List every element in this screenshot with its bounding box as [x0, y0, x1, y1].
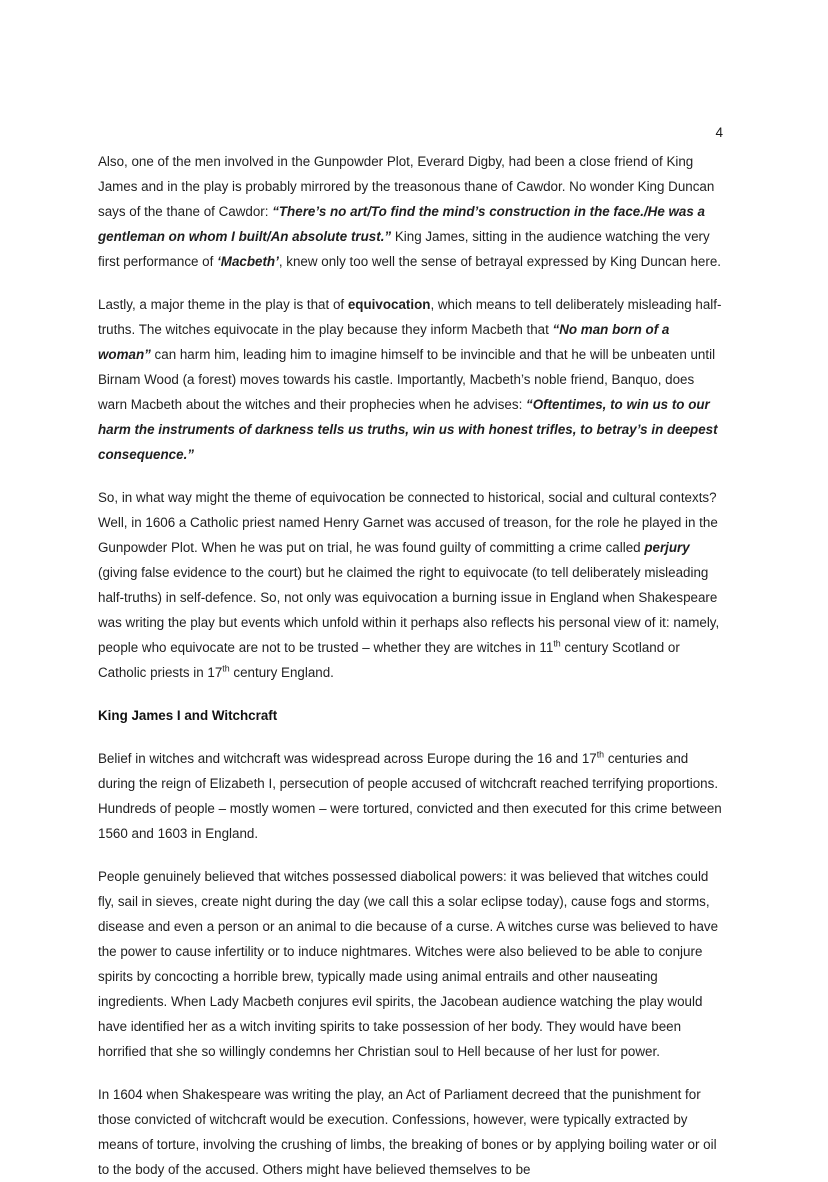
- paragraph-text: can harm him, leading him to imagine himself to be invincible and that he will be unbeaten until Birnam Wood (a forest) moves towards his castle. Importantly, Macbeth’s noble friend, Banquo, does warn Macbeth about the witches and their prophecies when he advises:: [98, 346, 716, 412]
- paragraph-equivocation-theme: [98, 292, 725, 467]
- paragraph-text: So, in what way might the theme of equivocation be connected to historical, social and cultural contexts? Well, in 1606 a Catholic priest named Henry Garnet was accused of treason, for the role he played in the Gunpowder Plot. When he was put on trial, he was found guilty of committing a crime called: [98, 489, 718, 555]
- term-perjury: perjury: [644, 539, 690, 555]
- paragraph-text: century Scotland or Catholic priests in 17: [98, 639, 680, 680]
- document-body: [98, 149, 725, 1182]
- section-heading-king-james-witchcraft: King James I and Witchcraft: [98, 707, 278, 723]
- paragraph-text: Lastly, a major theme in the play is that of: [98, 296, 348, 312]
- paragraph-text: People genuinely believed that witches possessed diabolical powers: it was believed that witches could fly, sail in sieves, create night during the day (we call this a solar eclipse today), cause fogs and storms, disease and even a person or an animal to die because of a curse. A witches curse was believed to have the power to cause infertility or to induce nightmares. Witches were also believed to be able to conjure spirits by concocting a horrible brew, typically made using animal entrails and other nauseating ingredients. When Lady Macbeth conjures evil spirits, the Jacobean audience watching the play would have identified her as a witch inviting spirits to take possession of her body. They would have been horrified that she so willingly condemns her Christian soul to Hell because of her lust for power.: [98, 868, 719, 1059]
- paragraph-text: (giving false evidence to the court) but he claimed the right to equivocate (to tell deliberately misleading half-truths) in self-defence. So, not only was equivocation a burning issue in England when Shakespeare was writing the play but events which unfold within it perhaps also reflects his personal view of it: namely, people who equivocate are not to be trusted – whether they are witches in 11: [98, 564, 720, 655]
- paragraph-henry-garnet-context: [98, 485, 725, 685]
- ordinal-suffix: th: [222, 663, 230, 674]
- quote-no-man-born-of-a-woman: “No man born of a woman”: [98, 321, 670, 362]
- page-number: 4: [715, 125, 723, 140]
- ordinal-suffix: th: [596, 749, 605, 760]
- term-equivocation: equivocation: [347, 296, 431, 312]
- paragraph-text: Belief in witches and witchcraft was widespread across Europe during the 16 and 17: [98, 750, 597, 766]
- paragraph-gunpowder-plot-digby: [98, 149, 725, 274]
- play-title-macbeth: ‘Macbeth’: [217, 253, 279, 269]
- paragraph-text: Also, one of the men involved in the Gunpowder Plot, Everard Digby, had been a close friend of King James and in the play is probably mirrored by the treasonous thane of Cawdor. No wonder King Duncan says of the thane of Cawdor:: [98, 153, 715, 219]
- paragraph-text: In 1604 when Shakespeare was writing the play, an Act of Parliament decreed that the punishment for those convicted of witchcraft would be execution. Confessions, however, were typically extracted by means of torture, involving the crushing of limbs, the breaking of bones or by applying boiling water or oil to the body of the accused. Others might have believed themselves to be: [98, 1086, 717, 1177]
- paragraph-witchcraft-belief-europe: [98, 746, 725, 846]
- paragraph-text: century England.: [229, 664, 334, 680]
- ordinal-suffix: th: [553, 638, 561, 649]
- paragraph-act-of-parliament-1604: [98, 1082, 725, 1182]
- paragraph-text: , which means to tell deliberately misleading half-truths. The witches equivocate in the play because they inform Macbeth that: [98, 296, 722, 337]
- quote-duncan-cawdor: “There’s no art/To find the mind’s construction in the face./He was a gentleman on whom I built/An absolute trust.”: [98, 203, 705, 244]
- paragraph-text: , knew only too well the sense of betrayal expressed by King Duncan here.: [278, 253, 721, 269]
- paragraph-diabolical-powers: [98, 864, 725, 1064]
- paragraph-text: centuries and during the reign of Elizabeth I, persecution of people accused of witchcraft reached terrifying proportions. Hundreds of people – mostly women – were tortured, convicted and then executed for this crime between 1560 and 1603 in England.: [98, 750, 722, 841]
- quote-banquo-oftentimes: “Oftentimes, to win us to our harm the instruments of darkness tells us truths, win us with honest trifles, to betray’s in deepest consequence.”: [98, 396, 718, 462]
- paragraph-text: King James, sitting in the audience watching the very first performance of: [98, 228, 710, 269]
